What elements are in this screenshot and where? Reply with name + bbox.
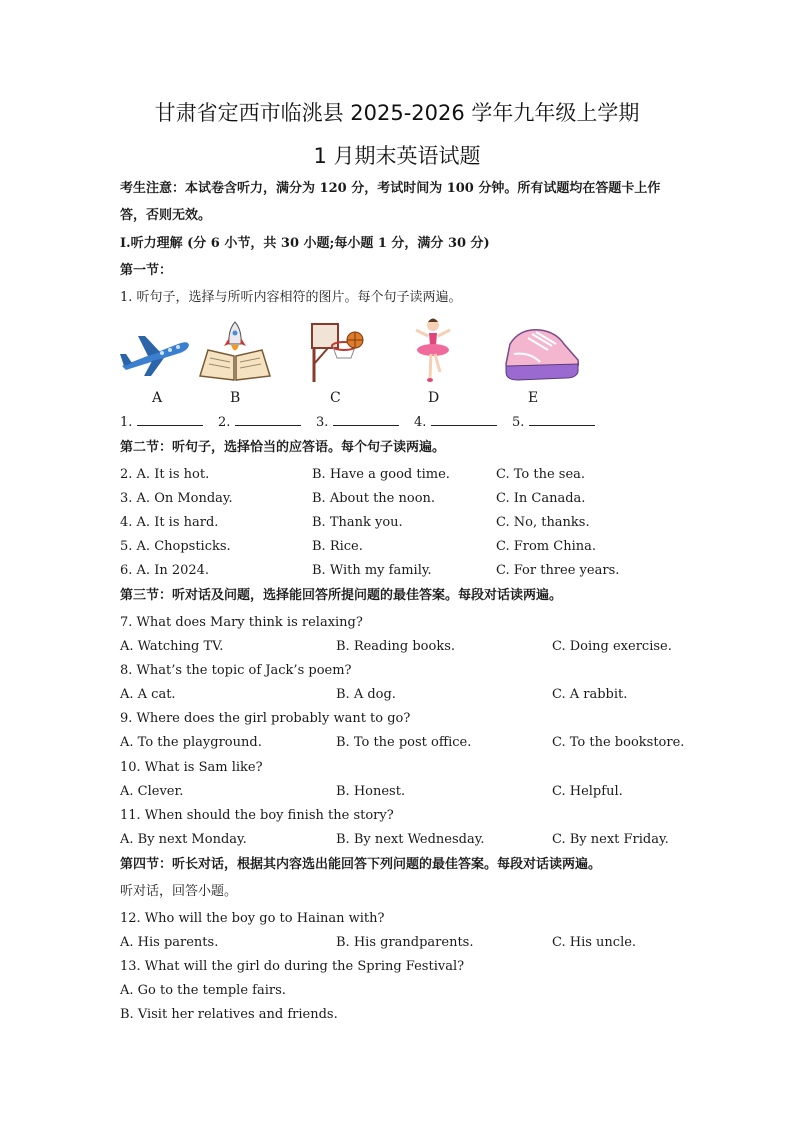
section2-heading: 第二节：听句子，选择恰当的应答语。每个句子读两遍。: [120, 440, 446, 455]
option-b: B. With my family.: [312, 563, 432, 578]
exam-notice: 考生注意：本试卷含听力，满分为 120 分，考试时间为 100 分钟。所有试题均在答题卡上作答，否则无效。: [120, 181, 661, 223]
option-c: C. In Canada.: [496, 491, 586, 506]
picture-label-e: E: [528, 390, 539, 406]
option-c: C. A rabbit.: [552, 687, 628, 702]
section4-heading: 第四节：听长对话，根据其内容选出能回答下列问题的最佳答案。每段对话读两遍。: [120, 857, 602, 872]
option-a: 4. A. It is hard.: [120, 515, 219, 530]
option-b: B. Honest.: [336, 784, 406, 799]
option-b: B. A dog.: [336, 687, 396, 702]
answer-blank-4[interactable]: [414, 413, 497, 430]
question-stem: 13. What will the girl do during the Spring Festival?: [120, 959, 465, 974]
option-b: B. By next Wednesday.: [336, 832, 485, 847]
option-b: B. Have a good time.: [312, 467, 450, 482]
ballerina-icon: [410, 316, 456, 390]
blank-number: 5.: [512, 415, 525, 430]
question-options: [120, 638, 680, 655]
option-c: C. No, thanks.: [496, 515, 590, 530]
section1-heading: 第一节：: [120, 263, 173, 278]
blank-number: 1.: [120, 415, 133, 430]
exam-title-line1: 甘肃省定西市临洮县 2025-2026 学年九年级上学期: [154, 101, 640, 125]
blank-number: 4.: [414, 415, 427, 430]
option-b: B. Thank you.: [312, 515, 403, 530]
question-stem: 8. What’s the topic of Jack’s poem?: [120, 663, 352, 678]
option-a: A. A cat.: [120, 687, 176, 702]
option-a: 3. A. On Monday.: [120, 491, 233, 506]
section1-instruction: 1. 听句子，选择与所听内容相符的图片。每个句子读两遍。: [120, 290, 462, 305]
exam-title-line2: 1 月期末英语试题: [313, 144, 481, 168]
section4-intro: 听对话，回答小题。: [120, 884, 238, 899]
option-a: A. To the playground.: [120, 735, 262, 750]
sneaker-icon: [500, 322, 582, 388]
blank-number: 3.: [316, 415, 329, 430]
option-b: B. To the post office.: [336, 735, 472, 750]
option-a: 2. A. It is hot.: [120, 467, 210, 482]
option-c: C. From China.: [496, 539, 597, 554]
answer-blank-1[interactable]: [120, 413, 203, 430]
option-a: 5. A. Chopsticks.: [120, 539, 231, 554]
question-stem: 10. What is Sam like?: [120, 760, 263, 775]
option-c: C. To the bookstore.: [552, 735, 685, 750]
answer-blank-3[interactable]: [316, 413, 399, 430]
option-b: B. Reading books.: [336, 639, 456, 654]
airplane-icon: [118, 330, 192, 382]
option-a: A. His parents.: [120, 935, 219, 950]
picture-label-c: C: [330, 390, 341, 406]
picture-label-b: B: [230, 390, 241, 406]
option-c: C. To the sea.: [496, 467, 586, 482]
question-row: [120, 538, 680, 555]
question-options: [120, 734, 685, 751]
question-options: [120, 831, 680, 848]
option-a: 6. A. In 2024.: [120, 563, 210, 578]
blank-number: 2.: [218, 415, 231, 430]
option-b: B. Visit her relatives and friends.: [120, 1007, 338, 1022]
answer-blank-5[interactable]: [512, 413, 595, 430]
part1-heading: Ⅰ.听力理解 (分 6 小节，共 30 小题;每小题 1 分，满分 30 分): [120, 236, 490, 251]
question-row: [120, 562, 680, 579]
question-options: [120, 686, 680, 703]
question-row: [120, 514, 680, 531]
question-options: [120, 783, 680, 800]
option-b: B. About the noon.: [312, 491, 436, 506]
option-c: C. Helpful.: [552, 784, 623, 799]
question-stem: 9. Where does the girl probably want to go?: [120, 711, 411, 726]
question-stem: 7. What does Mary think is relaxing?: [120, 615, 363, 630]
book-rocket-icon: [198, 320, 272, 386]
option-c: C. Doing exercise.: [552, 639, 672, 654]
option-c: C. For three years.: [496, 563, 620, 578]
question-stem: 11. When should the boy finish the story?: [120, 808, 394, 823]
option-a: A. Watching TV.: [120, 639, 224, 654]
option-c: C. By next Friday.: [552, 832, 669, 847]
basketball-hoop-icon: [308, 320, 370, 388]
picture-label-a: A: [152, 390, 163, 406]
question-row: [120, 490, 680, 507]
option-c: C. His uncle.: [552, 935, 637, 950]
option-a: A. Clever.: [120, 784, 184, 799]
question-stem: 12. Who will the boy go to Hainan with?: [120, 911, 385, 926]
option-b: B. His grandparents.: [336, 935, 474, 950]
picture-label-d: D: [428, 390, 440, 406]
option-b: B. Rice.: [312, 539, 363, 554]
answer-blank-2[interactable]: [218, 413, 301, 430]
question-row: [120, 466, 680, 483]
option-a: A. By next Monday.: [120, 832, 247, 847]
section3-heading: 第三节：听对话及问题，选择能回答所提问题的最佳答案。每段对话读两遍。: [120, 588, 563, 603]
option-a: A. Go to the temple fairs.: [120, 983, 286, 998]
question-options: [120, 934, 680, 951]
